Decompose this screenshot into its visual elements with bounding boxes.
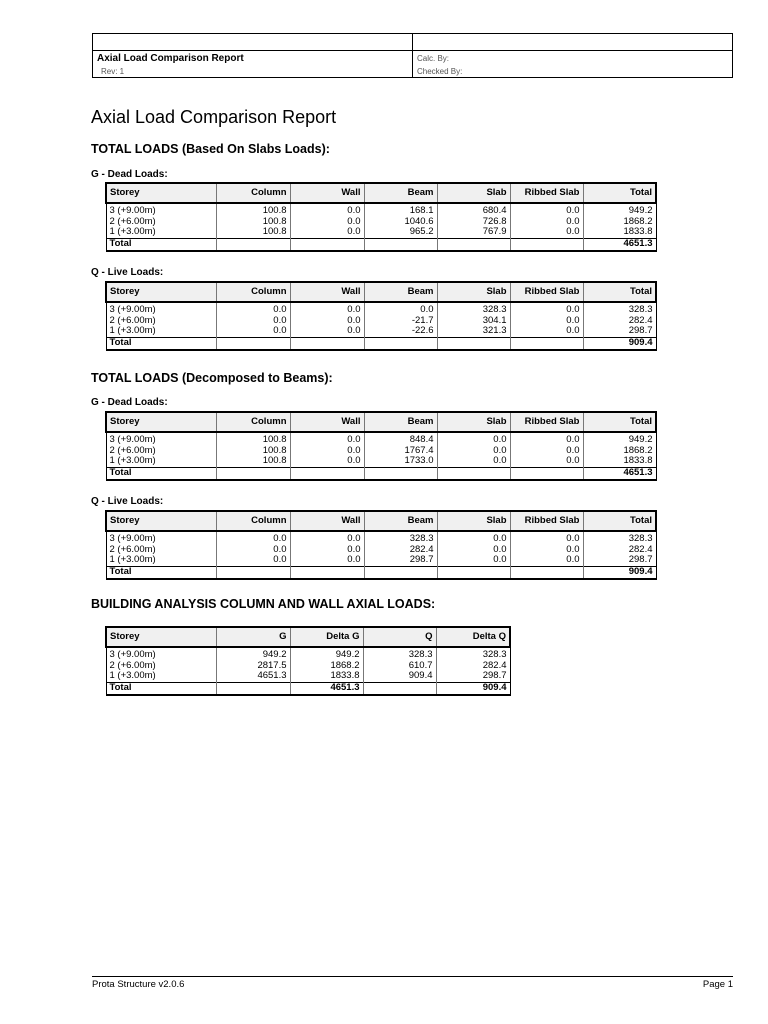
table-cell: 298.7	[583, 326, 656, 337]
column-header: Ribbed Slab	[510, 511, 583, 531]
table-cell: 0.0	[437, 531, 510, 545]
total-cell: 909.4	[436, 682, 510, 695]
table-cell: 298.7	[436, 671, 510, 682]
table-cell: 282.4	[364, 545, 437, 556]
table-cell: 0.0	[290, 456, 364, 467]
header-top-strip-right	[413, 34, 732, 51]
column-header: Ribbed Slab	[510, 412, 583, 432]
section-heading-decomposed: TOTAL LOADS (Decomposed to Beams):	[91, 371, 333, 385]
table-cell: 0.0	[216, 555, 290, 566]
column-header: Wall	[290, 183, 364, 203]
table-cell: 4651.3	[216, 671, 290, 682]
dead-loads-table	[105, 182, 657, 252]
column-header: Slab	[437, 282, 510, 302]
table-cell: 1 (+3.00m)	[106, 227, 216, 238]
table-cell: 0.0	[510, 531, 583, 545]
footer-page-number: Page 1	[702, 979, 733, 990]
total-cell: 909.4	[583, 337, 656, 350]
table-row	[106, 545, 656, 556]
column-header: Storey	[106, 627, 216, 647]
total-cell: Total	[106, 682, 216, 695]
header-top-strip-left	[93, 34, 413, 51]
header-left-cell	[93, 51, 413, 77]
total-cell	[216, 566, 290, 579]
table-cell: 1 (+3.00m)	[106, 326, 216, 337]
section-heading-slab-loads: TOTAL LOADS (Based On Slabs Loads):	[91, 142, 330, 156]
table-cell: 298.7	[364, 555, 437, 566]
table-row	[106, 531, 656, 545]
table-cell: 282.4	[583, 316, 656, 327]
table-cell: 0.0	[290, 531, 364, 545]
table-cell: 0.0	[510, 326, 583, 337]
table-cell: 328.3	[364, 531, 437, 545]
table-cell: 1833.8	[583, 456, 656, 467]
column-header: Total	[583, 511, 656, 531]
column-header: Column	[216, 412, 290, 432]
table-header-row	[106, 183, 656, 203]
dead-loads-label: G - Dead Loads:	[91, 397, 168, 408]
table-cell: 3 (+9.00m)	[106, 531, 216, 545]
column-header: Column	[216, 282, 290, 302]
total-cell: Total	[106, 238, 216, 251]
table-cell: 0.0	[290, 446, 364, 457]
table-cell: 0.0	[216, 302, 290, 316]
table-cell: 2 (+6.00m)	[106, 446, 216, 457]
column-header: Total	[583, 183, 656, 203]
table-cell: 0.0	[364, 302, 437, 316]
table-header-row	[106, 511, 656, 531]
page-footer	[92, 976, 733, 990]
table-cell: 1868.2	[583, 217, 656, 228]
column-header: Storey	[106, 282, 216, 302]
column-header: Wall	[290, 412, 364, 432]
total-cell	[510, 566, 583, 579]
report-header-box	[92, 33, 733, 78]
table-cell: 0.0	[290, 432, 364, 446]
table-total-row	[106, 566, 656, 579]
table-cell: 767.9	[437, 227, 510, 238]
column-header: Slab	[437, 183, 510, 203]
table-cell: 2 (+6.00m)	[106, 661, 216, 672]
live-loads-table	[105, 281, 657, 351]
table-cell: 2 (+6.00m)	[106, 217, 216, 228]
table-cell: 0.0	[437, 555, 510, 566]
table-cell: 3 (+9.00m)	[106, 203, 216, 217]
table-cell: 0.0	[290, 316, 364, 327]
total-cell	[364, 238, 437, 251]
table-cell: 680.4	[437, 203, 510, 217]
column-header: Wall	[290, 511, 364, 531]
table-row	[106, 555, 656, 566]
table-cell: 0.0	[216, 326, 290, 337]
table-cell: 328.3	[436, 647, 510, 661]
total-cell	[216, 337, 290, 350]
table-cell: 0.0	[437, 545, 510, 556]
column-header: Delta Q	[436, 627, 510, 647]
table-header-row	[106, 412, 656, 432]
table-cell: 0.0	[510, 316, 583, 327]
table-row	[106, 647, 510, 661]
table-cell: 282.4	[583, 545, 656, 556]
table-row	[106, 432, 656, 446]
table-cell: 1 (+3.00m)	[106, 555, 216, 566]
table-cell: 949.2	[216, 647, 290, 661]
table-header-row	[106, 282, 656, 302]
total-cell	[363, 682, 436, 695]
total-cell	[437, 566, 510, 579]
axial-loads-table	[105, 626, 511, 696]
table-cell: 909.4	[363, 671, 436, 682]
total-cell	[216, 682, 290, 695]
table-cell: 3 (+9.00m)	[106, 302, 216, 316]
total-cell	[216, 467, 290, 480]
total-cell	[216, 238, 290, 251]
total-cell	[290, 337, 364, 350]
table-cell: 100.8	[216, 227, 290, 238]
table-cell: 949.2	[583, 432, 656, 446]
total-cell	[510, 337, 583, 350]
table-cell: 0.0	[290, 555, 364, 566]
table-cell: 0.0	[216, 531, 290, 545]
column-header: Delta G	[290, 627, 363, 647]
footer-software-version: Prota Structure v2.0.6	[92, 979, 185, 990]
total-cell	[437, 238, 510, 251]
table-cell: 0.0	[437, 432, 510, 446]
table-total-row	[106, 337, 656, 350]
total-cell	[364, 337, 437, 350]
table-cell: 0.0	[510, 456, 583, 467]
table-cell: 0.0	[510, 555, 583, 566]
table-cell: -22.6	[364, 326, 437, 337]
column-header: Total	[583, 412, 656, 432]
live-loads-table	[105, 510, 657, 580]
column-header: Wall	[290, 282, 364, 302]
table-row	[106, 446, 656, 457]
total-cell	[364, 566, 437, 579]
table-row	[106, 661, 510, 672]
table-header-row	[106, 627, 510, 647]
table-cell: 2 (+6.00m)	[106, 316, 216, 327]
column-header: Ribbed Slab	[510, 183, 583, 203]
total-cell: 4651.3	[290, 682, 363, 695]
table-cell: 0.0	[437, 446, 510, 457]
table-cell: 100.8	[216, 217, 290, 228]
table-cell: 949.2	[583, 203, 656, 217]
column-header: Storey	[106, 511, 216, 531]
table-cell: 328.3	[583, 531, 656, 545]
total-cell	[290, 467, 364, 480]
table-cell: -21.7	[364, 316, 437, 327]
header-right-cell	[413, 51, 732, 77]
total-cell	[510, 467, 583, 480]
table-cell: 0.0	[216, 545, 290, 556]
table-cell: 0.0	[290, 203, 364, 217]
column-header: Storey	[106, 183, 216, 203]
table-cell: 0.0	[290, 545, 364, 556]
table-cell: 328.3	[363, 647, 436, 661]
dead-loads-table	[105, 411, 657, 481]
table-cell: 100.8	[216, 446, 290, 457]
header-report-title: Axial Load Comparison Report	[97, 53, 244, 64]
total-cell: Total	[106, 467, 216, 480]
table-cell: 100.8	[216, 203, 290, 217]
column-header: Total	[583, 282, 656, 302]
live-loads-label: Q - Live Loads:	[91, 267, 164, 278]
table-cell: 0.0	[290, 217, 364, 228]
table-cell: 328.3	[583, 302, 656, 316]
table-cell: 0.0	[290, 326, 364, 337]
table-cell: 168.1	[364, 203, 437, 217]
table-total-row	[106, 238, 656, 251]
column-header: Column	[216, 183, 290, 203]
total-cell	[510, 238, 583, 251]
column-header: Beam	[364, 183, 437, 203]
table-total-row	[106, 682, 510, 695]
column-header: Ribbed Slab	[510, 282, 583, 302]
total-cell	[437, 467, 510, 480]
column-header: Beam	[364, 412, 437, 432]
total-cell	[437, 337, 510, 350]
column-header: Storey	[106, 412, 216, 432]
table-cell: 1833.8	[290, 671, 363, 682]
table-cell: 0.0	[437, 456, 510, 467]
column-header: Beam	[364, 282, 437, 302]
table-cell: 0.0	[510, 545, 583, 556]
table-cell: 0.0	[510, 217, 583, 228]
table-row	[106, 316, 656, 327]
table-cell: 0.0	[510, 446, 583, 457]
column-header: Slab	[437, 511, 510, 531]
total-cell: Total	[106, 337, 216, 350]
page-title: Axial Load Comparison Report	[91, 107, 337, 127]
table-cell: 1868.2	[290, 661, 363, 672]
column-header: Beam	[364, 511, 437, 531]
total-cell	[290, 238, 364, 251]
total-cell	[290, 566, 364, 579]
total-cell: 4651.3	[583, 238, 656, 251]
table-row	[106, 302, 656, 316]
header-checked-by: Checked By:	[417, 67, 463, 76]
table-row	[106, 456, 656, 467]
header-calc-by: Calc. By:	[417, 54, 450, 63]
table-cell: 328.3	[437, 302, 510, 316]
table-cell: 610.7	[363, 661, 436, 672]
table-cell: 1767.4	[364, 446, 437, 457]
table-cell: 0.0	[510, 203, 583, 217]
table-cell: 1833.8	[583, 227, 656, 238]
column-header: Slab	[437, 412, 510, 432]
table-cell: 848.4	[364, 432, 437, 446]
table-cell: 3 (+9.00m)	[106, 432, 216, 446]
table-cell: 1733.0	[364, 456, 437, 467]
table-cell: 2 (+6.00m)	[106, 545, 216, 556]
section-heading-column-wall-axial: BUILDING ANALYSIS COLUMN AND WALL AXIAL LOADS:	[91, 597, 436, 611]
table-cell: 0.0	[290, 302, 364, 316]
table-cell: 100.8	[216, 432, 290, 446]
table-cell: 1 (+3.00m)	[106, 671, 216, 682]
table-cell: 965.2	[364, 227, 437, 238]
table-cell: 298.7	[583, 555, 656, 566]
table-cell: 321.3	[437, 326, 510, 337]
table-row	[106, 217, 656, 228]
table-cell: 0.0	[290, 227, 364, 238]
header-revision: Rev: 1	[101, 67, 125, 76]
table-cell: 304.1	[437, 316, 510, 327]
table-row	[106, 203, 656, 217]
table-cell: 0.0	[216, 316, 290, 327]
live-loads-label: Q - Live Loads:	[91, 496, 164, 507]
table-cell: 1040.6	[364, 217, 437, 228]
total-cell	[364, 467, 437, 480]
table-row	[106, 227, 656, 238]
table-cell: 0.0	[510, 432, 583, 446]
table-row	[106, 326, 656, 337]
total-cell: 4651.3	[583, 467, 656, 480]
table-cell: 282.4	[436, 661, 510, 672]
dead-loads-label: G - Dead Loads:	[91, 169, 168, 180]
table-cell: 0.0	[510, 302, 583, 316]
total-cell: 909.4	[583, 566, 656, 579]
table-cell: 1868.2	[583, 446, 656, 457]
total-cell: Total	[106, 566, 216, 579]
table-cell: 949.2	[290, 647, 363, 661]
table-cell: 726.8	[437, 217, 510, 228]
table-total-row	[106, 467, 656, 480]
column-header: Q	[363, 627, 436, 647]
column-header: G	[216, 627, 290, 647]
table-cell: 100.8	[216, 456, 290, 467]
table-cell: 2817.5	[216, 661, 290, 672]
table-cell: 1 (+3.00m)	[106, 456, 216, 467]
column-header: Column	[216, 511, 290, 531]
table-cell: 3 (+9.00m)	[106, 647, 216, 661]
table-cell: 0.0	[510, 227, 583, 238]
table-row	[106, 671, 510, 682]
